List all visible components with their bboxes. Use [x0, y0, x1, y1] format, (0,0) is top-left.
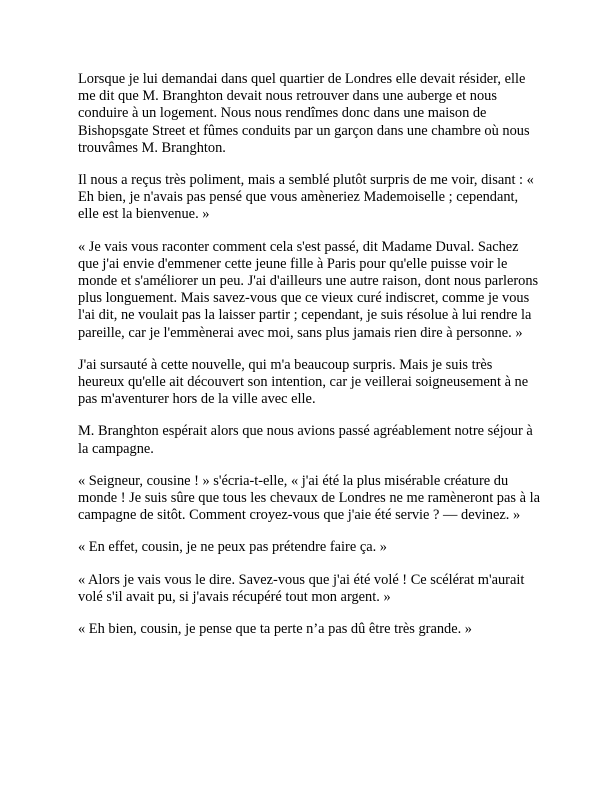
- paragraph: Il nous a reçus très poliment, mais a semblé plutôt surpris de me voir, disant : « Eh bien, je n'avais pas pensé que vous amèneriez Mademoiselle ; cependant, elle est la bienvenue. »: [78, 172, 534, 223]
- paragraph: « Je vais vous raconter comment cela s'est passé, dit Madame Duval. Sachez que j'ai envie d'emmener cette jeune fille à Paris pour qu'elle puisse voir le monde et s'améliorer un peu. J'ai d'ailleurs une autre raison, dont nous parlerons plus longuement. Mais savez-vous que ce vieux curé indiscret, comme je vous l'ai dit, ne voulait pas la laisser partir ; cependant, je suis résolue à lui rendre la pareille, car je l'emmènerai avec moi, sans plus jamais rien dire à personne. »: [78, 238, 539, 341]
- paragraph: « En effet, cousin, je ne peux pas prétendre faire ça. »: [78, 539, 387, 556]
- paragraph: Lorsque je lui demandai dans quel quartier de Londres elle devait résider, elle me dit que M. Branghton devait nous retrouver dans une auberge et nous conduire à un logement. Nous nous rendîmes donc dans une maison de Bishopsgate Street et fûmes conduits par un garçon dans une chambre où nous trouvâmes M. Branghton.: [78, 71, 530, 156]
- paragraph: « Eh bien, cousin, je pense que ta perte n’a pas dû être très grande. »: [78, 621, 472, 638]
- paragraph: « Alors je vais vous le dire. Savez-vous que j'ai été volé ! Ce scélérat m'aurait volé s'il avait pu, si j'avais récupéré tout mon argent. »: [78, 571, 525, 605]
- paragraph: J'ai sursauté à cette nouvelle, qui m'a beaucoup surpris. Mais je suis très heureux qu'elle ait découvert son intention, car je veillerai soigneusement à ne pas m'aventurer hors de la ville avec elle.: [78, 356, 529, 408]
- document-body: [78, 71, 540, 653]
- paragraph: « Seigneur, cousine ! » s'écria-t-elle, « j'ai été la plus misérable créature du monde ! Je suis sûre que tous les chevaux de Londres ne me ramèneront pas à la campagne de sitôt. Comment croyez-vous que j'aie été servie ? — devinez. »: [78, 472, 540, 524]
- paragraph: M. Branghton espérait alors que nous avions passé agréablement notre séjour à la campagne.: [78, 423, 533, 457]
